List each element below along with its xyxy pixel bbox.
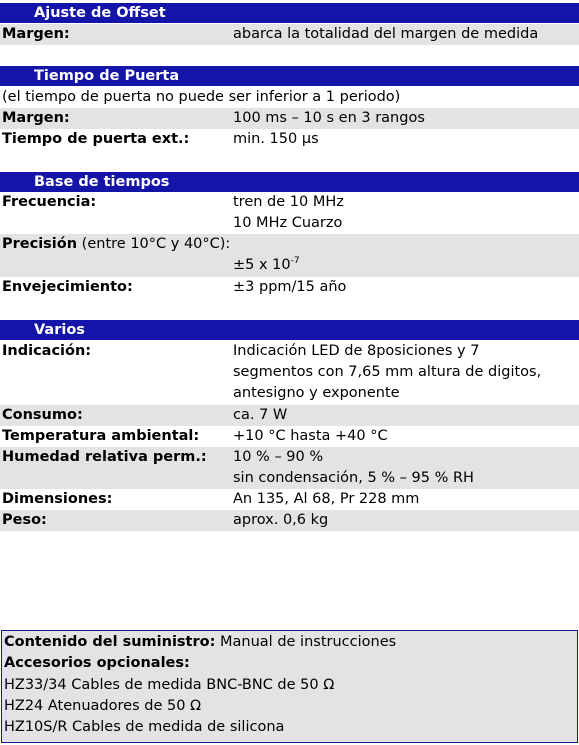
section-header-varios: Varios [0, 320, 579, 340]
supply-accessory-item: HZ33/34 Cables de medida BNC-BNC de 50 Ω [4, 677, 335, 693]
spec-value [233, 255, 300, 276]
spec-label: Consumo: [2, 407, 83, 423]
supply-contents-label: Contenido del suministro: [4, 634, 216, 650]
spec-value: sin condensación, 5 % – 95 % RH [233, 470, 474, 486]
spec-label: Indicación: [2, 343, 92, 359]
precision-label-bold: Precisión [2, 236, 78, 252]
spec-label: Margen: [2, 26, 70, 42]
spec-row-gate-ext [0, 129, 579, 150]
supply-accessories-label: Accesorios opcionales: [4, 655, 190, 671]
spec-note: (el tiempo de puerta no puede ser inferior a 1 periodo) [2, 89, 401, 105]
spec-value: aprox. 0,6 kg [233, 512, 329, 528]
precision-value-base: ±5 x 10 [233, 257, 291, 273]
spec-row-consumo [0, 405, 579, 426]
spec-label: Temperatura ambiental: [2, 428, 200, 444]
section-header-timebase: Base de tiempos [0, 172, 579, 192]
spec-row-frecuencia [0, 192, 579, 234]
spec-value: min. 150 µs [233, 131, 319, 147]
section-header-offset: Ajuste de Offset [0, 3, 579, 23]
spec-value: antesigno y exponente [233, 385, 400, 401]
spec-row-dimensiones [0, 489, 579, 510]
spec-value: ca. 7 W [233, 407, 288, 423]
spec-row-temperatura [0, 426, 579, 447]
spec-label: Dimensiones: [2, 491, 113, 507]
supply-accessory-item: HZ10S/R Cables de medida de silicona [4, 719, 285, 735]
spec-row-gate-note [0, 87, 579, 108]
spec-value: segmentos con 7,65 mm altura de digitos, [233, 364, 542, 380]
spec-value: tren de 10 MHz [233, 194, 344, 210]
supply-box [1, 630, 578, 743]
spec-value: +10 °C hasta +40 °C [233, 428, 388, 444]
section-header-gate: Tiempo de Puerta [0, 66, 579, 86]
spec-value: 100 ms – 10 s en 3 rangos [233, 110, 425, 126]
spec-label: Peso: [2, 512, 47, 528]
spec-value: abarca la totalidad del margen de medida [233, 26, 539, 42]
spec-row-peso [0, 510, 579, 531]
supply-contents-value: Manual de instrucciones [215, 634, 397, 650]
spec-row-humedad [0, 447, 579, 489]
supply-accessory-item: HZ24 Atenuadores de 50 Ω [4, 698, 202, 714]
spec-value: ±3 ppm/15 año [233, 279, 347, 295]
spec-row-offset-margen [0, 24, 579, 45]
precision-label-range: (entre 10°C y 40°C): [77, 236, 231, 252]
spec-label [2, 234, 230, 255]
spec-value: Indicación LED de 8posiciones y 7 [233, 343, 480, 359]
spec-row-indicacion [0, 341, 579, 405]
spec-value: An 135, Al 68, Pr 228 mm [233, 491, 420, 507]
spec-label: Tiempo de puerta ext.: [2, 131, 190, 147]
spec-label: Margen: [2, 110, 70, 126]
spec-label: Frecuencia: [2, 194, 97, 210]
spec-row-gate-margen [0, 108, 579, 129]
spec-value: 10 MHz Cuarzo [233, 215, 343, 231]
spec-value: 10 % – 90 % [233, 449, 324, 465]
spec-label: Humedad relativa perm.: [2, 449, 207, 465]
supply-contents-line [4, 632, 396, 653]
precision-value-exponent: -7 [290, 256, 300, 266]
spec-row-precision [0, 234, 579, 277]
spec-row-envejecimiento [0, 277, 579, 298]
spec-label: Envejecimiento: [2, 279, 133, 295]
